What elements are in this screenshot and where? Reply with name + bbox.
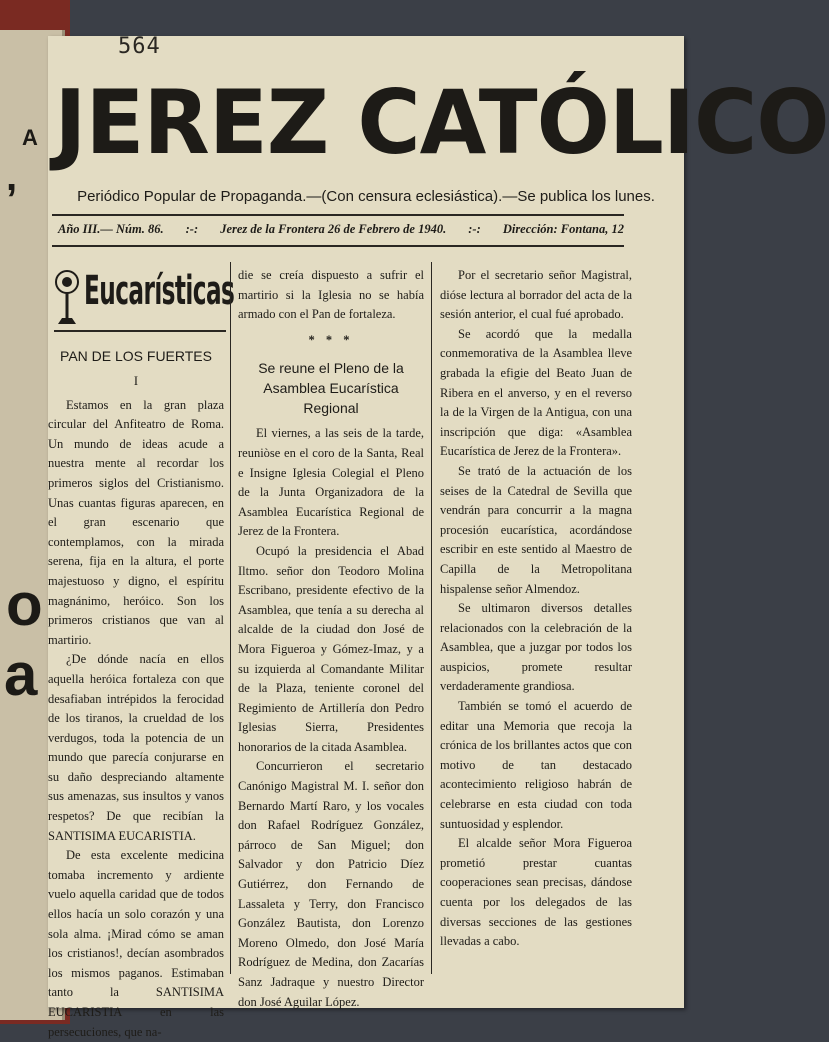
article-title: PAN DE LOS FUERTES [60, 348, 212, 364]
paragraph: Se trató de la actuación de los seises de la Catedral de Sevilla que vendrán para concurrir a la magna procesión eucarística, acordándose escribir en este sentido al Maestro de Capilla de la Metropolitana hispalense señor Almendoz. [440, 463, 632, 596]
column-2 [238, 266, 424, 1012]
issue-address: Dirección: Fontana, 12 [502, 222, 624, 236]
masthead-title: JEREZ CATÓLICO [54, 71, 829, 174]
monstrance-icon [54, 268, 80, 328]
paragraph: Ocupó la presidencia el Abad Iltmo. señor don Teodoro Molina Escribano, presidente efectivo de la Asamblea, que tenía a su derecha al alcalde de la ciudad don José de Mora Figueroa y Gómez-Imaz, y a su izquierda al Comandante Militar de la Plaza, teniente coronel del Regimiento de Artillería don Pedro Iglesias Sierra, Presidentes honorarios de la citada Asamblea. [238, 543, 424, 754]
separator: :-: [468, 222, 481, 236]
facing-page-fragment: A [22, 125, 38, 150]
paragraph: Por el secretario señor Magistral, dióse lectura al borrador del acta de la sesión anterior, el cual fué aprobado. [440, 268, 632, 322]
paragraph: También se tomó el acuerdo de editar una Memoria que recoja la crónica de los brillantes actos que con motivo de tan destacado acontecimiento religioso habrán de celebrarse en esta ciudad con toda suntuosidad y esplendor. [440, 699, 632, 831]
column-divider [431, 262, 432, 974]
section-title: Eucarísticas [84, 268, 235, 314]
facing-page-fragment: o [6, 571, 43, 638]
column-3 [440, 266, 632, 952]
paragraph: ¿De dónde nacía en ellos aquella heróica fortaleza con que desafiaban intrépidos la ferocidad de los tiranos, la crueldad de los verdugos, toda la potencia de un mundo que parecía conjurarse en su daño despreciando altamente sus amenazas, sus insultos y vanos respetos? De que recibían la SANTISIMA EUCARISTIA. [48, 652, 224, 843]
column-divider [230, 262, 231, 974]
section-header [54, 264, 235, 332]
newspaper-page [48, 34, 829, 1039]
paragraph: Se acordó que la medalla conmemorativa de la Asamblea lleve grabada la efigie del Beato Juan de Ribera en el anverso, y en el reverso la de la Virgen de la Antigua, con una inscripción que diga: «Asamblea Eucarística de Jerez de la Frontera». [440, 326, 632, 459]
rule-bottom [52, 245, 624, 247]
masthead-subtitle: Periódico Popular de Propaganda.—(Con censura eclesiástica).—Se publica los lunes. [77, 188, 655, 205]
article-numeral: I [133, 374, 139, 388]
paragraph: El viernes, a las seis de la tarde, reuniòse en el coro de la Santa, Real e Insigne Iglesia Colegial el Pleno de la Junta Organizadora de la Asamblea Eucarística Regional de Jerez de la Frontera. [238, 426, 424, 539]
paragraph: El alcalde señor Mora Figueroa prometió prestar cuantas cooperaciones sean precisas, dándose cuenta por los delegados de las diversas secciones de las gestiones llevadas a cabo. [440, 836, 632, 949]
rule-top [52, 214, 624, 216]
column-1 [48, 344, 224, 1042]
page-number: 564 [118, 34, 161, 59]
paragraph: Estamos en la gran plaza circular del Anfiteatro de Roma. Un mundo de ideas acude a nuestra mente al recordar los primeros siglos del Cristianismo. Unas cuantas figuras aparecen, en el gran escenario que contemplamos, con la mirada serena, fija en la altura, el porte majestuoso y digno, el espíritu magnánimo, heróico. Son los primeros cristianos que van al martirio. [48, 397, 224, 647]
paragraph: Se ultimaron diversos detalles relacionados con la celebración de la Asamblea, que a juzgar por todos los auspicios, promete resultar verdaderamente grandiosa. [440, 601, 632, 694]
paragraph: De esta excelente medicina tomaba incremento y ardiente vuelo aquella caridad que de todos ellos hacía un solo corazón y una sola alma. ¡Mirad cómo se aman los cristianos!, decían asombrados los mismos paganos. Estimaban tanto la SANTISIMA EUCARISTIA en las persecuciones, que na- [48, 848, 224, 1039]
separator: :-: [185, 222, 199, 236]
article-title: Se reune el Pleno de la Asamblea Eucarística Regional [258, 360, 404, 417]
issue-info-bar [58, 222, 624, 237]
paragraph: die se creía dispuesto a sufrir el martirio si la Iglesia no se había armado con el Pan de fortaleza. [238, 268, 424, 322]
paragraph: Concurrieron el secretario Canónigo Magistral M. I. señor don Bernardo Martí Raro, y los vocales don Rafael Rodríguez González, párroco de San Miguel; don Salvador y don Patricio Díez Gutiérrez, don Fernando de Lassaleta y Terry, don Francisco González Bautista, don Lorenzo Moreno Olmedo, don José María Rodríguez de Medina, don Zacarías Sanz Jadraque y nuestro Director don José Aguilar López. [238, 759, 424, 1009]
issue-date: Jerez de la Frontera 26 de Febrero de 1940. [220, 222, 447, 236]
facing-page-fragment: a [4, 641, 38, 708]
issue-number: Año III.— Núm. 86. [58, 222, 164, 236]
separator-stars: * * * [308, 332, 354, 347]
facing-page-fragment: , [6, 155, 18, 199]
